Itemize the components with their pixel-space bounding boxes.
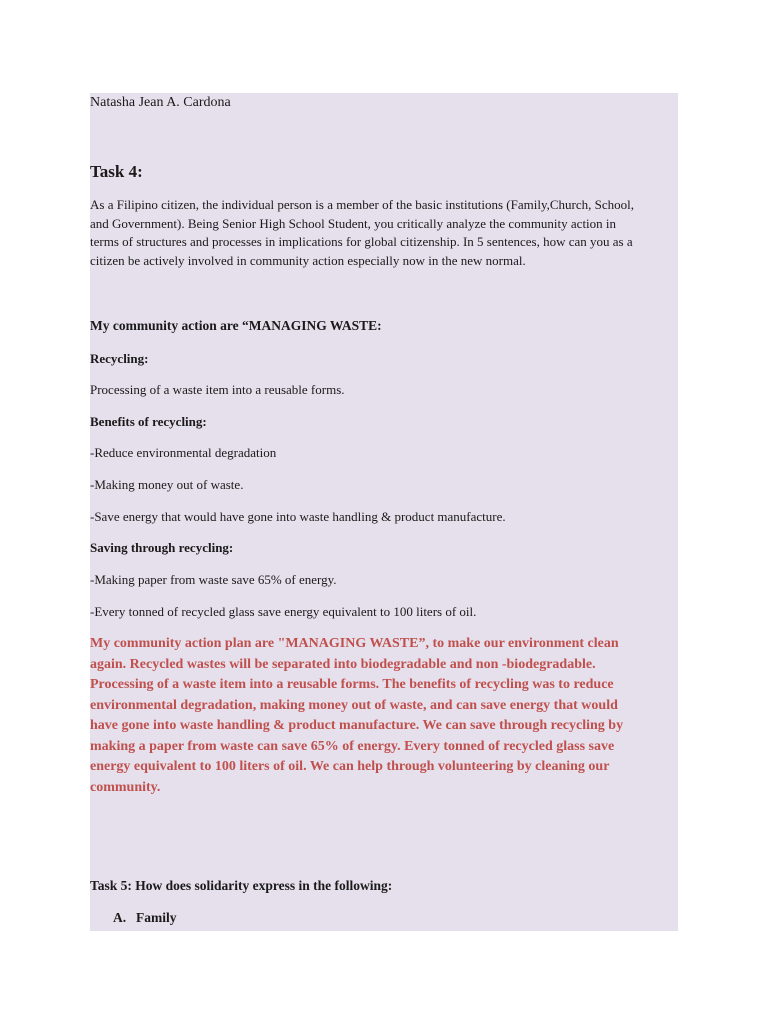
answer-line: Processing of a waste item into a reusable forms. The benefits of recycling was to reduce <box>90 677 614 692</box>
benefit-item: -Save energy that would have gone into waste handling & product manufacture. <box>90 509 506 524</box>
saving-item: -Every tonned of recycled glass save energy equivalent to 100 liters of oil. <box>90 604 477 619</box>
community-action-title: My community action are “MANAGING WASTE: <box>90 318 382 333</box>
benefits-label: Benefits of recycling: <box>90 414 207 429</box>
answer-line: have gone into waste handling & product manufacture. We can save through recycling by <box>90 718 624 733</box>
answer-line: again. Recycled wastes will be separated into biodegradable and non -biodegradable. <box>90 656 596 672</box>
task5-heading: Task 5: How does solidarity express in the following: <box>90 878 393 893</box>
task4-prompt-line: and Government). Being Senior High School Student, you critically analyze the community action in <box>90 215 617 231</box>
answer-line: My community action plan are "MANAGING WASTE”, to make our environment clean <box>90 636 619 651</box>
task4-prompt <box>90 196 678 270</box>
recycling-label: Recycling: <box>90 351 149 366</box>
task4-prompt-line: terms of structures and processes in implications for global citizenship. In 5 sentences, how can you as a <box>90 234 633 249</box>
task5-list-item-family <box>113 909 177 927</box>
task4-prompt-line: As a Filipino citizen, the individual person is a member of the basic institutions (Family,Church, School, <box>90 197 634 212</box>
answer-line: environmental degradation, making money out of waste, and can save energy that would <box>90 697 618 713</box>
recycling-definition: Processing of a waste item into a reusable forms. <box>90 382 345 397</box>
task4-heading: Task 4: <box>90 162 143 181</box>
community-action-answer <box>90 634 678 798</box>
saving-label: Saving through recycling: <box>90 540 234 555</box>
list-item-label: Family <box>136 910 177 925</box>
task4-prompt-line: citizen be actively involved in community action especially now in the new normal. <box>90 252 526 268</box>
benefit-item: -Reduce environmental degradation <box>90 445 277 460</box>
answer-line: making a paper from waste can save 65% of energy. Every tonned of recycled glass save <box>90 738 615 754</box>
saving-item: -Making paper from waste save 65% of energy. <box>90 572 337 587</box>
answer-line: community. <box>90 779 161 795</box>
benefit-item: -Making money out of waste. <box>90 477 244 492</box>
author-name: Natasha Jean A. Cardona <box>90 95 231 110</box>
answer-line: energy equivalent to 100 liters of oil. We can help through volunteering by cleaning our <box>90 759 610 774</box>
list-marker: A. <box>113 910 127 925</box>
